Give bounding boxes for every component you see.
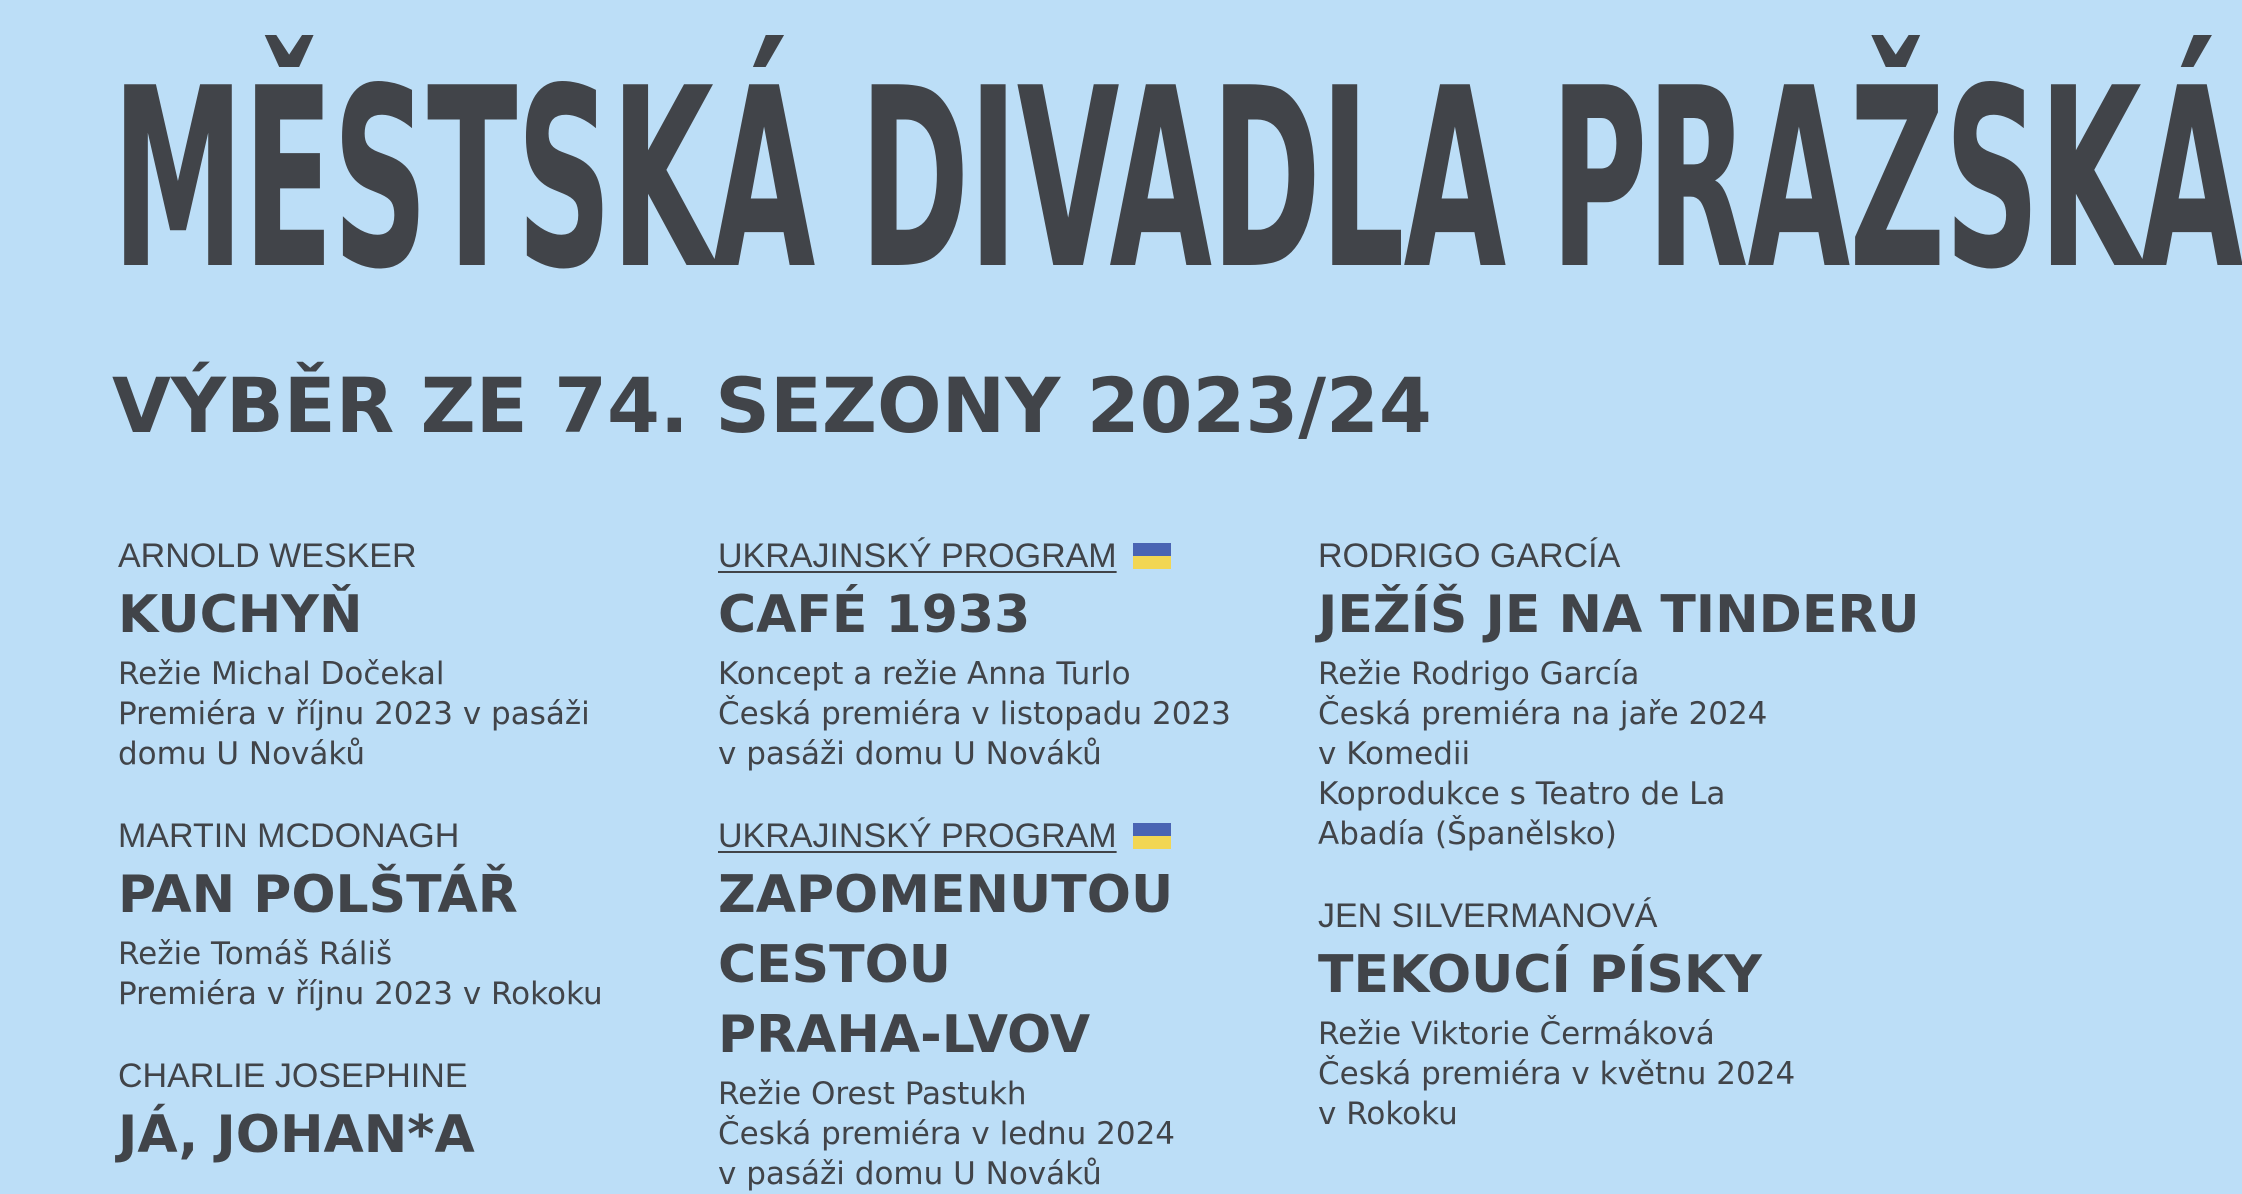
show-details <box>1318 1014 1908 1134</box>
program-column-1 <box>118 534 708 1170</box>
detail-line: Režie Rodrigo García <box>1318 656 1640 692</box>
author-name: RODRIGO GARCÍA <box>1318 537 1621 575</box>
detail-line: Česká premiéra v květnu 2024 <box>1318 1056 1796 1092</box>
detail-line: Česká premiéra v listopadu 2023 <box>718 696 1231 732</box>
show-title <box>718 860 1308 1070</box>
detail-line: v Komedii <box>1318 736 1471 772</box>
show-details <box>118 934 708 1014</box>
detail-line: v pasáži domu U Nováků <box>718 1156 1102 1192</box>
show-details <box>718 1074 1308 1194</box>
program-category-link[interactable]: UKRAJINSKÝ PROGRAM <box>718 814 1308 858</box>
detail-line: Režie Tomáš Ráliš <box>118 936 393 972</box>
show-details <box>1318 654 1908 854</box>
title-line: CESTOU <box>718 935 952 995</box>
program-entry <box>718 534 1308 774</box>
author-name: CHARLIE JOSEPHINE <box>118 1057 468 1095</box>
detail-line: v Rokoku <box>1318 1096 1458 1132</box>
title-line: PRAHA-LVOV <box>718 1005 1091 1065</box>
show-title: TEKOUCÍ PÍSKY <box>1318 945 1762 1005</box>
show-title: JEŽÍŠ JE NA TINDERU <box>1318 585 1920 645</box>
detail-line: Premiéra v říjnu 2023 v pasáži <box>118 696 590 732</box>
program-category-link[interactable]: UKRAJINSKÝ PROGRAM <box>718 534 1308 578</box>
program-entry <box>118 1054 708 1170</box>
program-entry <box>1318 534 1920 854</box>
ukraine-flag-icon <box>1133 543 1171 569</box>
author-name: MARTIN MCDONAGH <box>118 817 460 855</box>
detail-line: Režie Michal Dočekal <box>118 656 445 692</box>
detail-line: Abadía (Španělsko) <box>1318 816 1617 852</box>
page-subtitle: VÝBĚR ZE 74. SEZONY 2023/24 <box>112 361 1432 450</box>
show-title: JÁ, JOHAN*A <box>118 1105 475 1165</box>
detail-line: domu U Nováků <box>118 736 366 772</box>
author-name: JEN SILVERMANOVÁ <box>1318 897 1658 935</box>
detail-line: Česká premiéra na jaře 2024 <box>1318 696 1768 732</box>
detail-line: Režie Orest Pastukh <box>718 1076 1027 1112</box>
detail-line: Režie Viktorie Čermáková <box>1318 1016 1715 1052</box>
author-name: ARNOLD WESKER <box>118 537 417 575</box>
program-entry <box>118 534 708 774</box>
show-title: CAFÉ 1933 <box>718 585 1031 645</box>
detail-line: Koncept a režie Anna Turlo <box>718 656 1131 692</box>
show-details <box>718 654 1308 774</box>
detail-line: v pasáži domu U Nováků <box>718 736 1102 772</box>
program-column-3 <box>1318 534 1920 1134</box>
program-entry <box>718 814 1308 1194</box>
program-entry <box>118 814 708 1014</box>
show-title: PAN POLŠTÁŘ <box>118 865 518 925</box>
detail-line: Česká premiéra v lednu 2024 <box>718 1116 1176 1152</box>
show-title: KUCHYŇ <box>118 585 363 645</box>
program-column-2 <box>718 534 1308 1194</box>
title-line: ZAPOMENUTOU <box>718 865 1174 925</box>
detail-line: Premiéra v říjnu 2023 v Rokoku <box>118 976 603 1012</box>
page-title: MĚSTSKÁ DIVADLA PRAŽSKÁ <box>112 36 2242 324</box>
ukraine-flag-icon <box>1133 823 1171 849</box>
program-entry <box>1318 894 1908 1134</box>
detail-line: Koprodukce s Teatro de La <box>1318 776 1726 812</box>
show-details <box>118 654 708 774</box>
